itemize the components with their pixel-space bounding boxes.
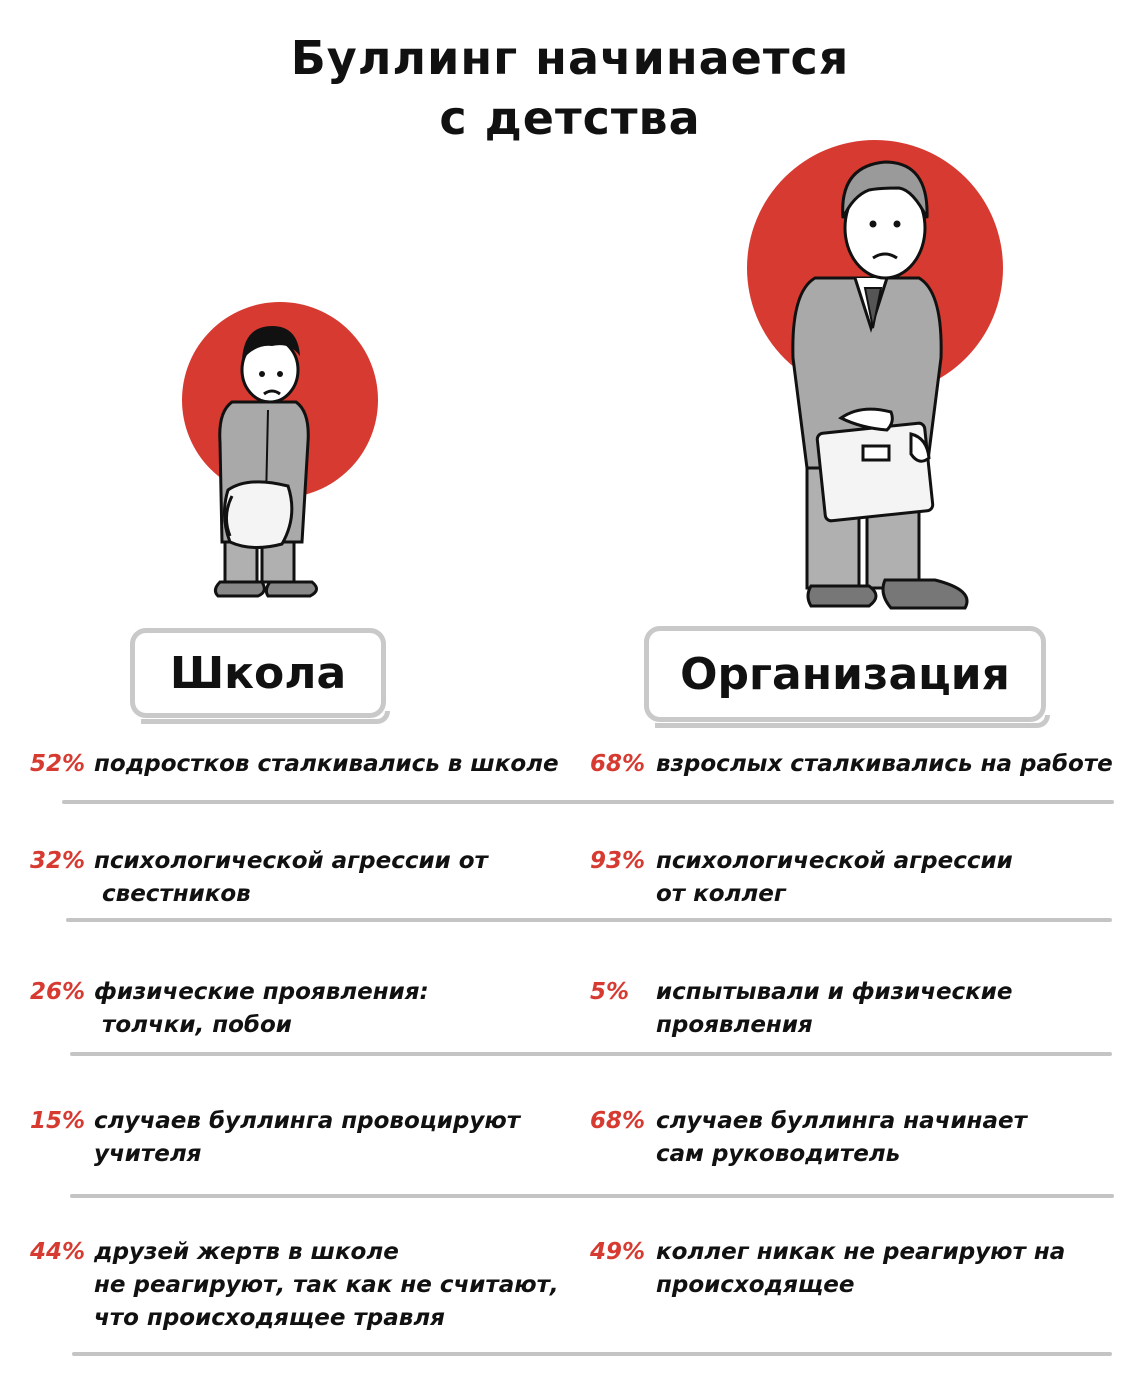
row-divider — [62, 800, 1114, 804]
row-divider — [72, 1352, 1112, 1356]
org-stat-3 — [590, 976, 1013, 1042]
title-line-2: с детства — [439, 91, 701, 145]
stat-text: психологической агрессии от — [94, 848, 488, 874]
org-stat-5 — [590, 1236, 1065, 1302]
stat-text: друзей жертв в школе — [94, 1239, 399, 1265]
title-line-1: Буллинг начинается — [290, 31, 850, 85]
stat-text: свестников — [102, 881, 251, 907]
stat-text: проявления — [656, 1012, 813, 1038]
stat-percent: 32% — [30, 848, 86, 874]
org-stat-1 — [590, 748, 1113, 781]
org-stat-2 — [590, 845, 1013, 911]
stat-text: коллег никак не реагируют на — [656, 1239, 1066, 1265]
stat-percent: 26% — [30, 979, 86, 1005]
row-divider — [70, 1052, 1112, 1056]
stat-percent: 15% — [30, 1108, 86, 1134]
stat-text: толчки, побои — [102, 1012, 292, 1038]
stat-percent: 5% — [590, 979, 630, 1005]
stat-text: от коллег — [656, 881, 786, 907]
child-illustration — [170, 290, 390, 610]
stat-text: происходящее — [656, 1272, 855, 1298]
stat-text: что происходящее травля — [94, 1305, 445, 1331]
stat-text: учителя — [94, 1141, 202, 1167]
stat-text: психологической агрессии — [656, 848, 1013, 874]
stat-text: испытывали и физические — [656, 979, 1013, 1005]
adult-illustration — [745, 128, 1015, 618]
stat-percent: 44% — [30, 1239, 86, 1265]
stat-percent: 68% — [590, 751, 646, 777]
row-divider — [70, 1194, 1114, 1198]
stat-text: случаев буллинга начинает — [656, 1108, 1027, 1134]
school-stat-4 — [30, 1105, 520, 1171]
label-school-text: Школа — [169, 647, 347, 699]
stat-text: физические проявления: — [94, 979, 429, 1005]
org-stat-4 — [590, 1105, 1027, 1171]
label-organization-text: Организация — [680, 648, 1010, 700]
school-stat-1 — [30, 748, 559, 781]
stat-percent: 68% — [590, 1108, 646, 1134]
stat-text: подростков сталкивались в школе — [94, 751, 559, 777]
stat-percent: 49% — [590, 1239, 646, 1265]
stat-percent: 93% — [590, 848, 646, 874]
school-stat-3 — [30, 976, 429, 1042]
label-organization — [644, 626, 1046, 722]
label-school — [130, 628, 386, 718]
row-divider — [66, 918, 1112, 922]
stat-text: сам руководитель — [656, 1141, 901, 1167]
stat-percent: 52% — [30, 751, 86, 777]
stat-text: не реагируют, так как не считают, — [94, 1272, 559, 1298]
stat-text: случаев буллинга провоцируют — [94, 1108, 521, 1134]
school-stat-5 — [30, 1236, 559, 1335]
stat-text: взрослых сталкивались на работе — [656, 751, 1113, 777]
school-stat-2 — [30, 845, 488, 911]
